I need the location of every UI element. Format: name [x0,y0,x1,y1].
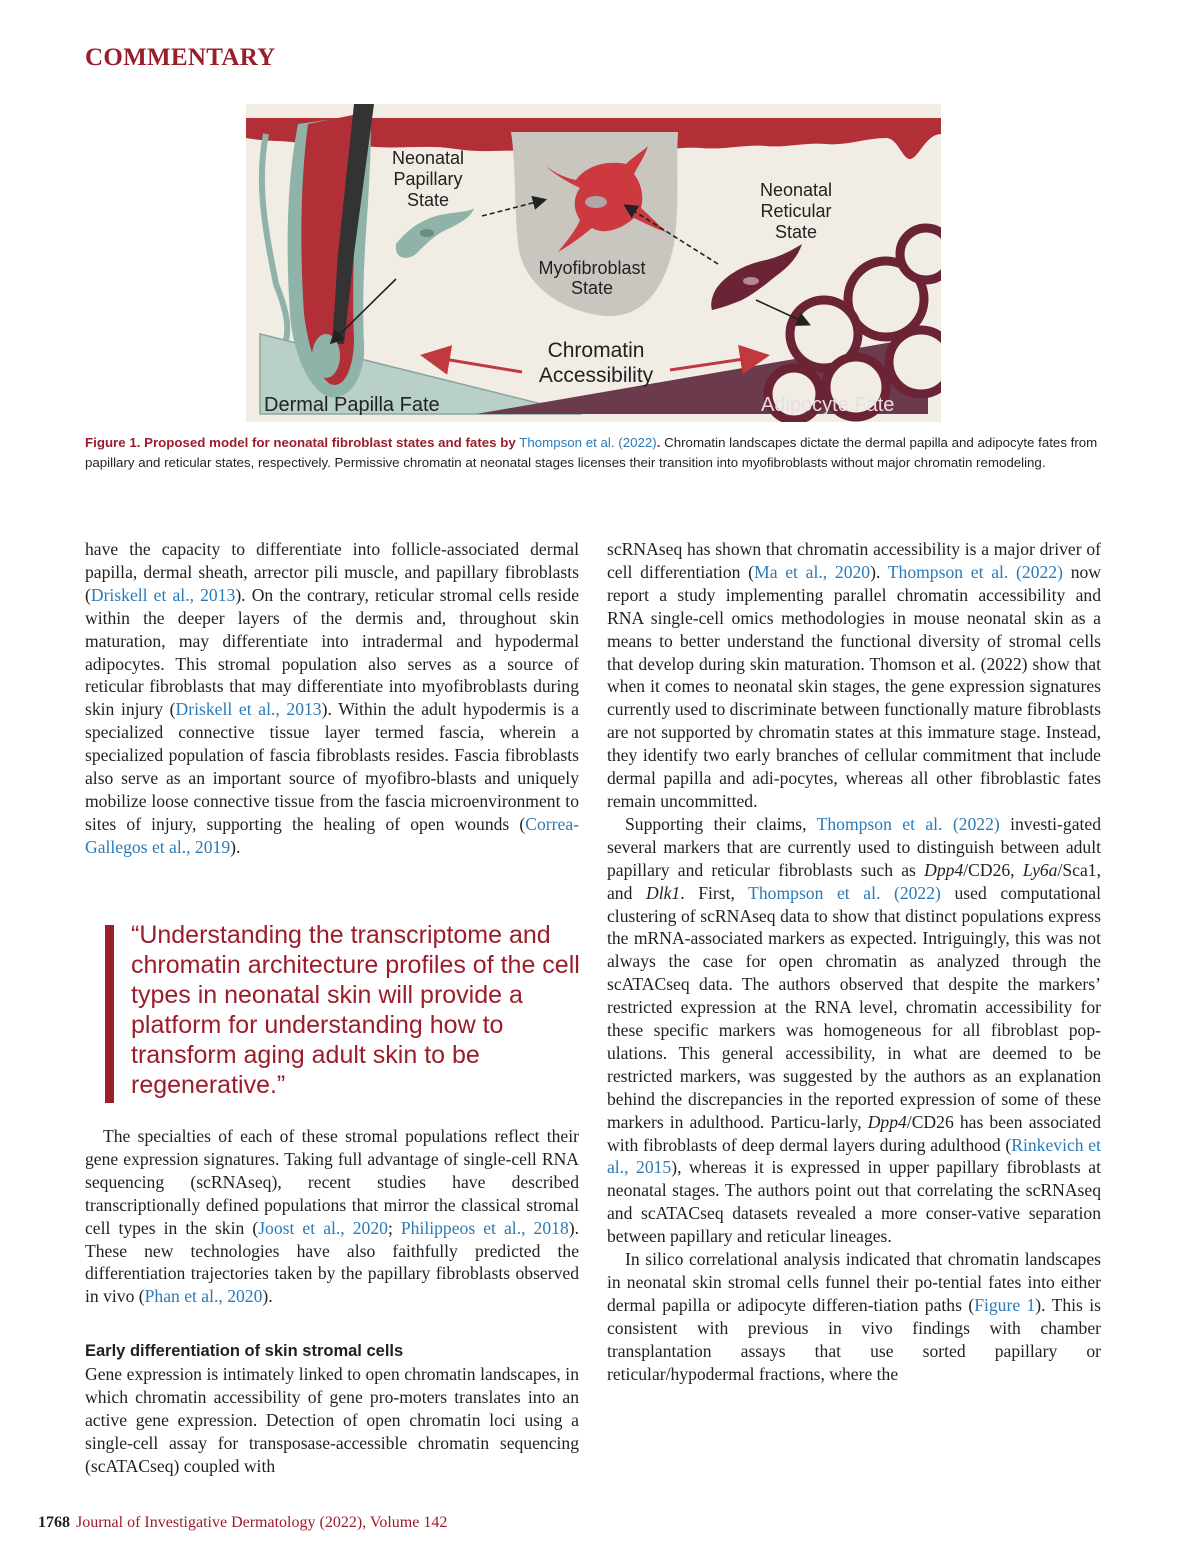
papillary-nucleus [420,229,434,237]
myofibroblast-label-line2: State [570,278,614,298]
caption-reference-link[interactable]: Thompson et al. (2022) [519,435,657,450]
text-run: ; [387,1217,401,1238]
gene-name: Ly6a [1022,859,1058,880]
citation-link[interactable]: Thompson et al. (2022) [887,561,1063,582]
citation-link[interactable]: Thompson et al. (2022) [816,813,1000,834]
myofibroblast-label-line1: Myofibroblast [538,258,646,278]
reticular-label-line3: State [774,222,818,242]
left-column-bottom [85,1340,579,1477]
right-column [607,538,1101,1386]
text-run: have the capacity to differentiate into follicle-associated dermal papilla, dermal sheath, arrector pili muscle, and papillary fibroblasts ( [85,539,579,605]
figure-caption [85,433,1105,473]
citation-link[interactable]: Joost et al., 2020 [258,1217,388,1238]
paragraph [607,813,1101,1248]
citation-link[interactable]: Driskell et al., 2013 [175,699,322,720]
citation-link[interactable]: Ma et al., 2020 [754,561,871,582]
caption-title-end: . [656,435,661,450]
caption-title: Figure 1. Proposed model for neonatal fibroblast states and fates by [85,435,516,450]
page-number: 1768 [38,1514,70,1531]
gene-name: Dlk1 [646,882,681,903]
citation-link[interactable]: Rinkevich et al., 2015 [607,1134,1101,1178]
text-run: . First, [680,882,749,903]
paragraph [85,1125,579,1308]
text-run: /CD26, [963,859,1023,880]
section-heading: Early differentiation of skin stromal cells [85,1342,404,1360]
paragraph: Gene expression is intimately linked to open chromatin landscapes, in which chromatin accessibility of gene pro-moters translates into an active gene expression. Detection of open chromatin loci using a single-cell assay for transposase-accessible chromatin sequencing (scATACseq) coupled with [85,1363,579,1476]
citation-link[interactable]: Driskell et al., 2013 [90,584,236,605]
text-run: ). [262,1286,273,1307]
text-run: ), whereas it is expressed in upper papillary fibroblasts at neonatal stages. The authors point out that correlating the scRNAseq and scATACseq datasets revealed a more conser-vative separation between papillary and reticular lineages. [607,1157,1101,1247]
reticular-label-line2: Reticular [760,201,832,221]
text-run: used computational clustering of scRNAseq data to show that distinct populations express the mRNA-associated markers as expected. Intriguingly, this was not always the case for open chromatin as analyzed through the scATACseq data. The authors observed that despite the markers’ restricted expression at the RNA level, chromatin accessibility for these specific markers was homogeneous for all fibroblast pop-ulations. This general accessibility, in what are deemed to be restricted markers, was suggested by the authors as an explanation behind the discrepancies in the reported expression of some of these markers in adulthood. Particu-larly, [607,882,1101,1132]
pull-quote: “Understanding the transcriptome and chromatin architecture profiles of the cell types in neonatal skin will provide a platform for understanding how to transform aging adult skin to be regenerative.” [131,921,580,1099]
citation-link[interactable]: Correa-Gallegos et al., 2019 [85,813,579,857]
page-footer [38,1514,447,1532]
text-run: scRNAseq has shown that chromatin accessibility is a major driver of cell differentiation ( [607,539,1101,582]
text-run: now report a study implementing parallel chromatin accessibility and RNA single-cell omics methodologies in mouse neonatal skin as a means to better understand the functional diversity of stromal cells that develop during skin maturation. Thomson et al. (2022) show that when it comes to neonatal skin stages, the gene expression signatures currently used to discriminate between functionally mature fibroblasts are not supported by chromatin states at this immature stage. Instead, they identify two early branches of cellular commitment that include dermal papilla and adi-pocytes, whereas all other fibroblastic fates remain uncommitted. [607,561,1102,811]
caption-text: Chromatin landscapes dictate the dermal papilla and adipocyte fates from papillary and reticular states, respectively. Permissive chromatin at neonatal stages licenses their transition into myofibroblasts without major chromatin remodeling. [85,435,1098,470]
text-run: ). This is consistent with previous in vivo findings with chamber transplantation assays that use sorted papillary or reticular/hypodermal fractions, where the [607,1294,1101,1384]
chromatin-label-line2: Accessibility [538,364,654,387]
reticular-label-line1: Neonatal [759,180,833,200]
figure-illustration [246,104,941,422]
left-column-middle [85,1125,579,1308]
journal-citation: Journal of Investigative Dermatology (2022), Volume 142 [76,1514,448,1531]
text-run: /Sca1, and [607,859,1101,903]
citation-link[interactable]: Phan et al., 2020 [144,1286,263,1307]
section-label: COMMENTARY [85,44,276,71]
text-run: investi-gated several markers that are currently used to distinguish between adult papillary and reticular fibroblasts such as [607,813,1101,880]
citation-link[interactable]: Philippeos et al., 2018 [400,1217,569,1238]
papillary-label-line1: Neonatal [391,148,465,168]
text-run: ). Within the adult hypodermis is a specialized connective tissue layer termed fascia, wherein a specialized population of fascia fibroblasts resides. Fascia fibroblasts also serve as an important source of myofibro-blasts and uniquely mobilize loose connective tissue from the fascia microenvironment to sites of injury, supporting the healing of open wounds ( [85,699,579,834]
gene-name: Dpp4 [867,1111,907,1132]
figure-1 [246,104,941,422]
myofibroblast-nucleus [585,196,607,208]
left-column-top [85,538,579,859]
chromatin-label-line1: Chromatin [547,339,645,362]
paragraph [607,538,1101,813]
papillary-label-line3: State [406,190,450,210]
text-run: ). [230,836,241,857]
figure-link[interactable]: Figure 1 [974,1294,1036,1315]
dermal-papilla [312,334,340,378]
text-run: In silico correlational analysis indicated that chromatin landscapes in neonatal skin stromal cells funnel their po-tential fates into either dermal papilla or adipocyte differen-tiation paths ( [607,1249,1101,1315]
gene-name: Dpp4 [924,859,964,880]
text-run: ). [870,561,888,582]
text-run: ). These new technologies have also faithfully predicted the differentiation trajectories taken by the papillary fibroblasts observed in vivo ( [85,1217,580,1307]
citation-link[interactable]: Thompson et al. (2022) [748,882,941,903]
text-run: Supporting their claims, [625,813,817,834]
text-run: /CD26 has been associated with fibroblasts of deep dermal layers during adulthood ( [607,1111,1101,1155]
pull-quote-bar [105,925,114,1103]
paragraph [607,1248,1101,1385]
text-run: The specialties of each of these stromal populations reflect their gene expression signatures. Taking full advantage of single-cell RNA sequencing (scRNAseq), recent studies have described transcriptionally defined populations that mirror the classical stromal cell types in the skin ( [85,1126,579,1238]
text-run: ). On the contrary, reticular stromal cells reside within the deeper layers of the dermis and, throughout skin maturation, may differentiate into intradermal and hypodermal adipocytes. This stromal population also serves as a source of reticular fibroblasts that may differentiate into myofibroblasts during skin injury ( [85,584,579,720]
dermal-papilla-fate-label: Dermal Papilla Fate [264,394,440,416]
adipocyte-fate-label: Adipocyte Fate [761,394,895,416]
papillary-label-line2: Papillary [393,169,463,189]
reticular-nucleus [743,277,759,285]
paragraph [85,538,579,859]
